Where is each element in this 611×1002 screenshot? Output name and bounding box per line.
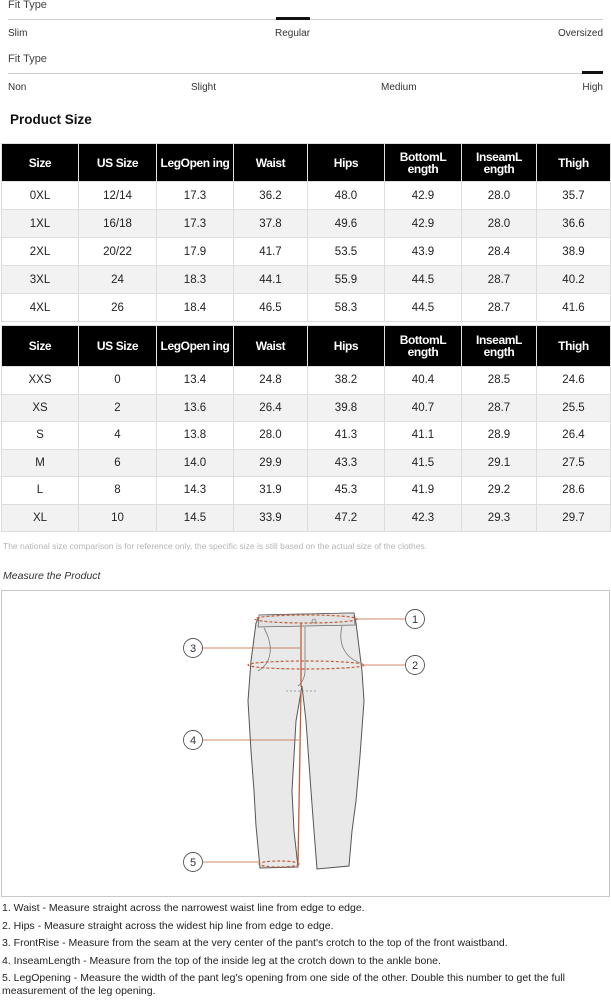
- table-cell: 28.6: [537, 477, 611, 505]
- stretch-type-title: Fit Type: [8, 53, 47, 65]
- column-header: BottomL ength: [385, 326, 462, 367]
- table-cell: 10: [79, 504, 157, 532]
- column-header: LegOpen ing: [157, 144, 234, 182]
- table-cell: 6: [79, 449, 157, 477]
- table-cell: 4XL: [2, 294, 79, 322]
- fit-label-oversized: Oversized: [557, 28, 603, 39]
- table-body: [2, 367, 611, 532]
- table-row: [2, 504, 611, 532]
- table-cell: 17.3: [157, 210, 234, 238]
- table-row: [2, 367, 611, 395]
- table-cell: 13.4: [157, 367, 234, 395]
- table-cell: XS: [2, 394, 79, 422]
- table-cell: 46.5: [234, 294, 308, 322]
- table-row: [2, 449, 611, 477]
- column-header: Hips: [308, 326, 385, 367]
- instruction-inseam: 4. InseamLength - Measure from the top of the inside leg at the crotch down to the ankle bone.: [2, 954, 441, 967]
- table-cell: 43.3: [308, 449, 385, 477]
- table-cell: 3XL: [2, 266, 79, 294]
- stretch-label-high: High: [582, 82, 603, 93]
- size-table-standard: [1, 325, 611, 532]
- size-note: The national size comparison is for reference only, the specific size is still based on the actual size of the clothes.: [3, 541, 428, 551]
- fit-label-slim: Slim: [8, 28, 28, 39]
- table-row: [2, 422, 611, 450]
- table-cell: 44.5: [385, 294, 462, 322]
- table-cell: 25.5: [537, 394, 611, 422]
- table-body: [2, 182, 611, 322]
- column-header: InseamL ength: [462, 144, 537, 182]
- callout-number-4: 4: [189, 735, 197, 747]
- table-cell: 14.3: [157, 477, 234, 505]
- table-cell: 26.4: [234, 394, 308, 422]
- stretch-label-slight: Slight: [191, 82, 217, 93]
- table-cell: 40.7: [385, 394, 462, 422]
- table-cell: 48.0: [308, 182, 385, 210]
- table-row: [2, 294, 611, 322]
- table-row: [2, 394, 611, 422]
- table-cell: 42.9: [385, 210, 462, 238]
- callout-number-5: 5: [189, 857, 197, 869]
- table-cell: 41.9: [385, 477, 462, 505]
- table-cell: 40.4: [385, 367, 462, 395]
- table-cell: 17.9: [157, 238, 234, 266]
- callout-number-1: 1: [411, 614, 419, 626]
- instruction-front-rise: 3. FrontRise - Measure from the seam at the very center of the pant's crotch to the top of the front waistband.: [2, 937, 508, 949]
- table-cell: 13.8: [157, 422, 234, 450]
- table-cell: 29.7: [537, 504, 611, 532]
- table-cell: 36.6: [537, 210, 611, 238]
- table-cell: S: [2, 422, 79, 450]
- table-cell: M: [2, 449, 79, 477]
- fit-type-title: Fit Type: [8, 0, 47, 11]
- table-cell: 37.8: [234, 210, 308, 238]
- stretch-type-track: [8, 73, 603, 74]
- table-cell: 35.7: [537, 182, 611, 210]
- table-row: [2, 210, 611, 238]
- table-cell: 40.2: [537, 266, 611, 294]
- callout-number-2: 2: [411, 660, 419, 672]
- table-cell: 28.4: [462, 238, 537, 266]
- stretch-label-non: Non: [8, 82, 27, 93]
- column-header: LegOpen ing: [157, 326, 234, 367]
- table-cell: 38.9: [537, 238, 611, 266]
- column-header: Waist: [234, 144, 308, 182]
- table-cell: 38.2: [308, 367, 385, 395]
- instruction-waist: 1. Waist - Measure straight across the narrowest waist line from edge to edge.: [2, 902, 365, 914]
- table-cell: 24.6: [537, 367, 611, 395]
- table-cell: 1XL: [2, 210, 79, 238]
- fit-type-section: [0, 0, 611, 100]
- measure-diagram: [1, 590, 610, 897]
- table-cell: 17.3: [157, 182, 234, 210]
- table-cell: 41.7: [234, 238, 308, 266]
- pants-illustration: [2, 591, 609, 896]
- column-header: Size: [2, 144, 79, 182]
- table-cell: 41.5: [385, 449, 462, 477]
- table-cell: 8: [79, 477, 157, 505]
- size-table-plus: [1, 143, 611, 322]
- table-cell: 4: [79, 422, 157, 450]
- table-cell: 0: [79, 367, 157, 395]
- table-cell: 24: [79, 266, 157, 294]
- table-cell: 44.5: [385, 266, 462, 294]
- table-cell: 2: [79, 394, 157, 422]
- table-cell: 20/22: [79, 238, 157, 266]
- table-cell: 44.1: [234, 266, 308, 294]
- table-cell: 28.9: [462, 422, 537, 450]
- stretch-label-medium: Medium: [381, 82, 417, 93]
- table-cell: 43.9: [385, 238, 462, 266]
- table-cell: 2XL: [2, 238, 79, 266]
- table-cell: 29.3: [462, 504, 537, 532]
- table-cell: 49.6: [308, 210, 385, 238]
- table-cell: 58.3: [308, 294, 385, 322]
- table-cell: 39.8: [308, 394, 385, 422]
- column-header: Size: [2, 326, 79, 367]
- table-cell: 0XL: [2, 182, 79, 210]
- table-cell: XL: [2, 504, 79, 532]
- product-size-title: Product Size: [10, 112, 92, 127]
- table-row: [2, 266, 611, 294]
- table-cell: 41.3: [308, 422, 385, 450]
- table-cell: 28.0: [462, 210, 537, 238]
- table-header-row: [2, 326, 611, 367]
- column-header: US Size: [79, 326, 157, 367]
- table-cell: 28.7: [462, 266, 537, 294]
- table-cell: 42.3: [385, 504, 462, 532]
- column-header: US Size: [79, 144, 157, 182]
- table-cell: 27.5: [537, 449, 611, 477]
- inseam-measure: [298, 691, 301, 863]
- fit-type-marker: [276, 17, 310, 20]
- column-header: Thigh: [537, 144, 611, 182]
- column-header: BottomL ength: [385, 144, 462, 182]
- table-cell: 16/18: [79, 210, 157, 238]
- table-cell: L: [2, 477, 79, 505]
- waistband: [258, 613, 355, 627]
- fit-label-regular: Regular: [275, 28, 311, 39]
- table-cell: 47.2: [308, 504, 385, 532]
- table-cell: 33.9: [234, 504, 308, 532]
- table-cell: 14.0: [157, 449, 234, 477]
- pants-shape: [248, 613, 364, 869]
- table-row: [2, 477, 611, 505]
- measure-heading: Measure the Product: [3, 570, 101, 582]
- table-cell: 26: [79, 294, 157, 322]
- column-header: InseamL ength: [462, 326, 537, 367]
- table-cell: 28.0: [234, 422, 308, 450]
- table-cell: 55.9: [308, 266, 385, 294]
- table-cell: 36.2: [234, 182, 308, 210]
- instruction-hips: 2. Hips - Measure straight across the widest hip line from edge to edge.: [2, 919, 334, 932]
- table-cell: 26.4: [537, 422, 611, 450]
- measure-instructions: [2, 902, 609, 1002]
- table-cell: 13.6: [157, 394, 234, 422]
- table-cell: 45.3: [308, 477, 385, 505]
- table-row: [2, 238, 611, 266]
- stretch-type-marker: [582, 71, 603, 74]
- table-row: [2, 182, 611, 210]
- table-cell: 18.3: [157, 266, 234, 294]
- callout-number-3: 3: [189, 643, 197, 655]
- table-cell: 41.6: [537, 294, 611, 322]
- column-header: Waist: [234, 326, 308, 367]
- table-cell: 28.0: [462, 182, 537, 210]
- table-cell: 29.2: [462, 477, 537, 505]
- table-cell: 28.5: [462, 367, 537, 395]
- table-cell: 42.9: [385, 182, 462, 210]
- table-cell: 14.5: [157, 504, 234, 532]
- table-cell: 29.1: [462, 449, 537, 477]
- instruction-leg-opening: 5. LegOpening - Measure the width of the pant leg's opening from one side of the other. Double this number to get the full measurement of the leg opening.: [2, 972, 565, 997]
- table-header-row: [2, 144, 611, 182]
- table-cell: 31.9: [234, 477, 308, 505]
- table-cell: 41.1: [385, 422, 462, 450]
- table-cell: XXS: [2, 367, 79, 395]
- column-header: Thigh: [537, 326, 611, 367]
- table-cell: 12/14: [79, 182, 157, 210]
- table-cell: 28.7: [462, 394, 537, 422]
- column-header: Hips: [308, 144, 385, 182]
- table-cell: 18.4: [157, 294, 234, 322]
- table-cell: 28.7: [462, 294, 537, 322]
- table-cell: 53.5: [308, 238, 385, 266]
- table-cell: 29.9: [234, 449, 308, 477]
- table-cell: 24.8: [234, 367, 308, 395]
